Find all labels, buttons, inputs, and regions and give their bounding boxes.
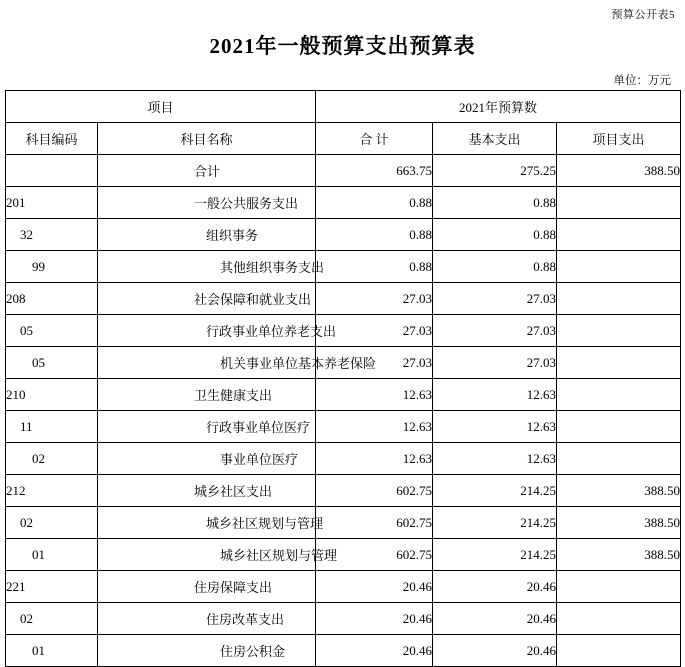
page-title: 2021年一般预算支出预算表	[209, 34, 476, 58]
cell-basic-expenditure: 0.88	[433, 251, 557, 283]
cell-basic-expenditure: 20.46	[433, 571, 557, 603]
cell-project-expenditure	[557, 571, 681, 603]
header-col-code: 科目编码	[6, 123, 98, 155]
cell-subject-name: 合计	[98, 155, 316, 187]
cell-total: 12.63	[316, 443, 433, 475]
cell-basic-expenditure: 214.25	[433, 507, 557, 539]
cell-subject-name: 城乡社区规划与管理	[98, 539, 316, 571]
table-row	[6, 635, 681, 667]
table-row	[6, 283, 681, 315]
cell-total: 0.88	[316, 219, 433, 251]
table-row	[6, 539, 681, 571]
cell-subject-code: 32	[6, 219, 98, 251]
form-code: 预算公开表5	[611, 9, 675, 21]
cell-project-expenditure: 388.50	[557, 155, 681, 187]
cell-basic-expenditure: 27.03	[433, 347, 557, 379]
table-body	[6, 155, 681, 667]
table-row	[6, 187, 681, 219]
cell-project-expenditure: 388.50	[557, 507, 681, 539]
table-header	[6, 91, 681, 155]
cell-subject-code: 221	[6, 571, 98, 603]
cell-subject-code: 01	[6, 635, 98, 667]
cell-total: 0.88	[316, 187, 433, 219]
cell-total: 12.63	[316, 379, 433, 411]
cell-basic-expenditure: 12.63	[433, 379, 557, 411]
cell-basic-expenditure: 27.03	[433, 283, 557, 315]
unit-note: 单位：万元	[613, 75, 671, 87]
cell-total: 12.63	[316, 411, 433, 443]
cell-project-expenditure	[557, 603, 681, 635]
cell-subject-code: 99	[6, 251, 98, 283]
cell-total: 27.03	[316, 347, 433, 379]
cell-total: 602.75	[316, 475, 433, 507]
cell-subject-code: 05	[6, 315, 98, 347]
table-row	[6, 347, 681, 379]
cell-subject-code: 201	[6, 187, 98, 219]
cell-project-expenditure	[557, 411, 681, 443]
cell-basic-expenditure: 275.25	[433, 155, 557, 187]
cell-basic-expenditure: 214.25	[433, 475, 557, 507]
cell-subject-name: 其他组织事务支出	[98, 251, 316, 283]
table-row	[6, 571, 681, 603]
cell-subject-name: 组织事务	[98, 219, 316, 251]
table-row	[6, 219, 681, 251]
cell-project-expenditure	[557, 219, 681, 251]
cell-subject-name: 住房公积金	[98, 635, 316, 667]
cell-subject-code: 02	[6, 507, 98, 539]
cell-project-expenditure	[557, 347, 681, 379]
cell-subject-name: 行政事业单位医疗	[98, 411, 316, 443]
table-row	[6, 411, 681, 443]
cell-subject-name: 事业单位医疗	[98, 443, 316, 475]
cell-subject-code: 210	[6, 379, 98, 411]
cell-subject-code: 01	[6, 539, 98, 571]
cell-project-expenditure	[557, 283, 681, 315]
cell-basic-expenditure: 12.63	[433, 443, 557, 475]
cell-project-expenditure	[557, 315, 681, 347]
cell-subject-code: 11	[6, 411, 98, 443]
cell-subject-name: 一般公共服务支出	[98, 187, 316, 219]
cell-total: 20.46	[316, 635, 433, 667]
cell-subject-name: 卫生健康支出	[98, 379, 316, 411]
cell-subject-code	[6, 155, 98, 187]
table-row	[6, 507, 681, 539]
table-header-row-group	[6, 91, 681, 123]
cell-total: 602.75	[316, 539, 433, 571]
cell-subject-code: 208	[6, 283, 98, 315]
table-header-row-columns	[6, 123, 681, 155]
header-col-name: 科目名称	[98, 123, 316, 155]
cell-project-expenditure	[557, 251, 681, 283]
cell-subject-code: 05	[6, 347, 98, 379]
cell-basic-expenditure: 20.46	[433, 603, 557, 635]
header-col-project: 项目支出	[557, 123, 681, 155]
cell-subject-name: 行政事业单位养老支出	[98, 315, 316, 347]
budget-expenditure-table	[5, 90, 681, 667]
table-row	[6, 251, 681, 283]
header-group-budget-2021: 2021年预算数	[316, 91, 681, 123]
cell-subject-name: 社会保障和就业支出	[98, 283, 316, 315]
cell-subject-name: 住房保障支出	[98, 571, 316, 603]
cell-total: 602.75	[316, 507, 433, 539]
cell-total: 20.46	[316, 603, 433, 635]
table-row	[6, 475, 681, 507]
cell-basic-expenditure: 20.46	[433, 635, 557, 667]
cell-basic-expenditure: 12.63	[433, 411, 557, 443]
table-row	[6, 315, 681, 347]
table-row	[6, 603, 681, 635]
cell-basic-expenditure: 0.88	[433, 219, 557, 251]
cell-basic-expenditure: 0.88	[433, 187, 557, 219]
cell-subject-code: 02	[6, 603, 98, 635]
cell-subject-code: 02	[6, 443, 98, 475]
header-group-project: 项目	[6, 91, 316, 123]
cell-project-expenditure	[557, 443, 681, 475]
cell-total: 27.03	[316, 283, 433, 315]
table-row	[6, 443, 681, 475]
cell-project-expenditure: 388.50	[557, 475, 681, 507]
cell-subject-name: 城乡社区规划与管理	[98, 507, 316, 539]
cell-total: 663.75	[316, 155, 433, 187]
header-col-basic: 基本支出	[433, 123, 557, 155]
header-col-total: 合 计	[316, 123, 433, 155]
table-row	[6, 379, 681, 411]
table-row	[6, 155, 681, 187]
cell-subject-code: 212	[6, 475, 98, 507]
cell-total: 0.88	[316, 251, 433, 283]
cell-subject-name: 城乡社区支出	[98, 475, 316, 507]
cell-subject-name: 住房改革支出	[98, 603, 316, 635]
cell-basic-expenditure: 27.03	[433, 315, 557, 347]
cell-project-expenditure	[557, 187, 681, 219]
cell-total: 27.03	[316, 315, 433, 347]
cell-total: 20.46	[316, 571, 433, 603]
cell-basic-expenditure: 214.25	[433, 539, 557, 571]
cell-project-expenditure: 388.50	[557, 539, 681, 571]
cell-project-expenditure	[557, 635, 681, 667]
cell-subject-name: 机关事业单位基本养老保险	[98, 347, 316, 379]
cell-project-expenditure	[557, 379, 681, 411]
